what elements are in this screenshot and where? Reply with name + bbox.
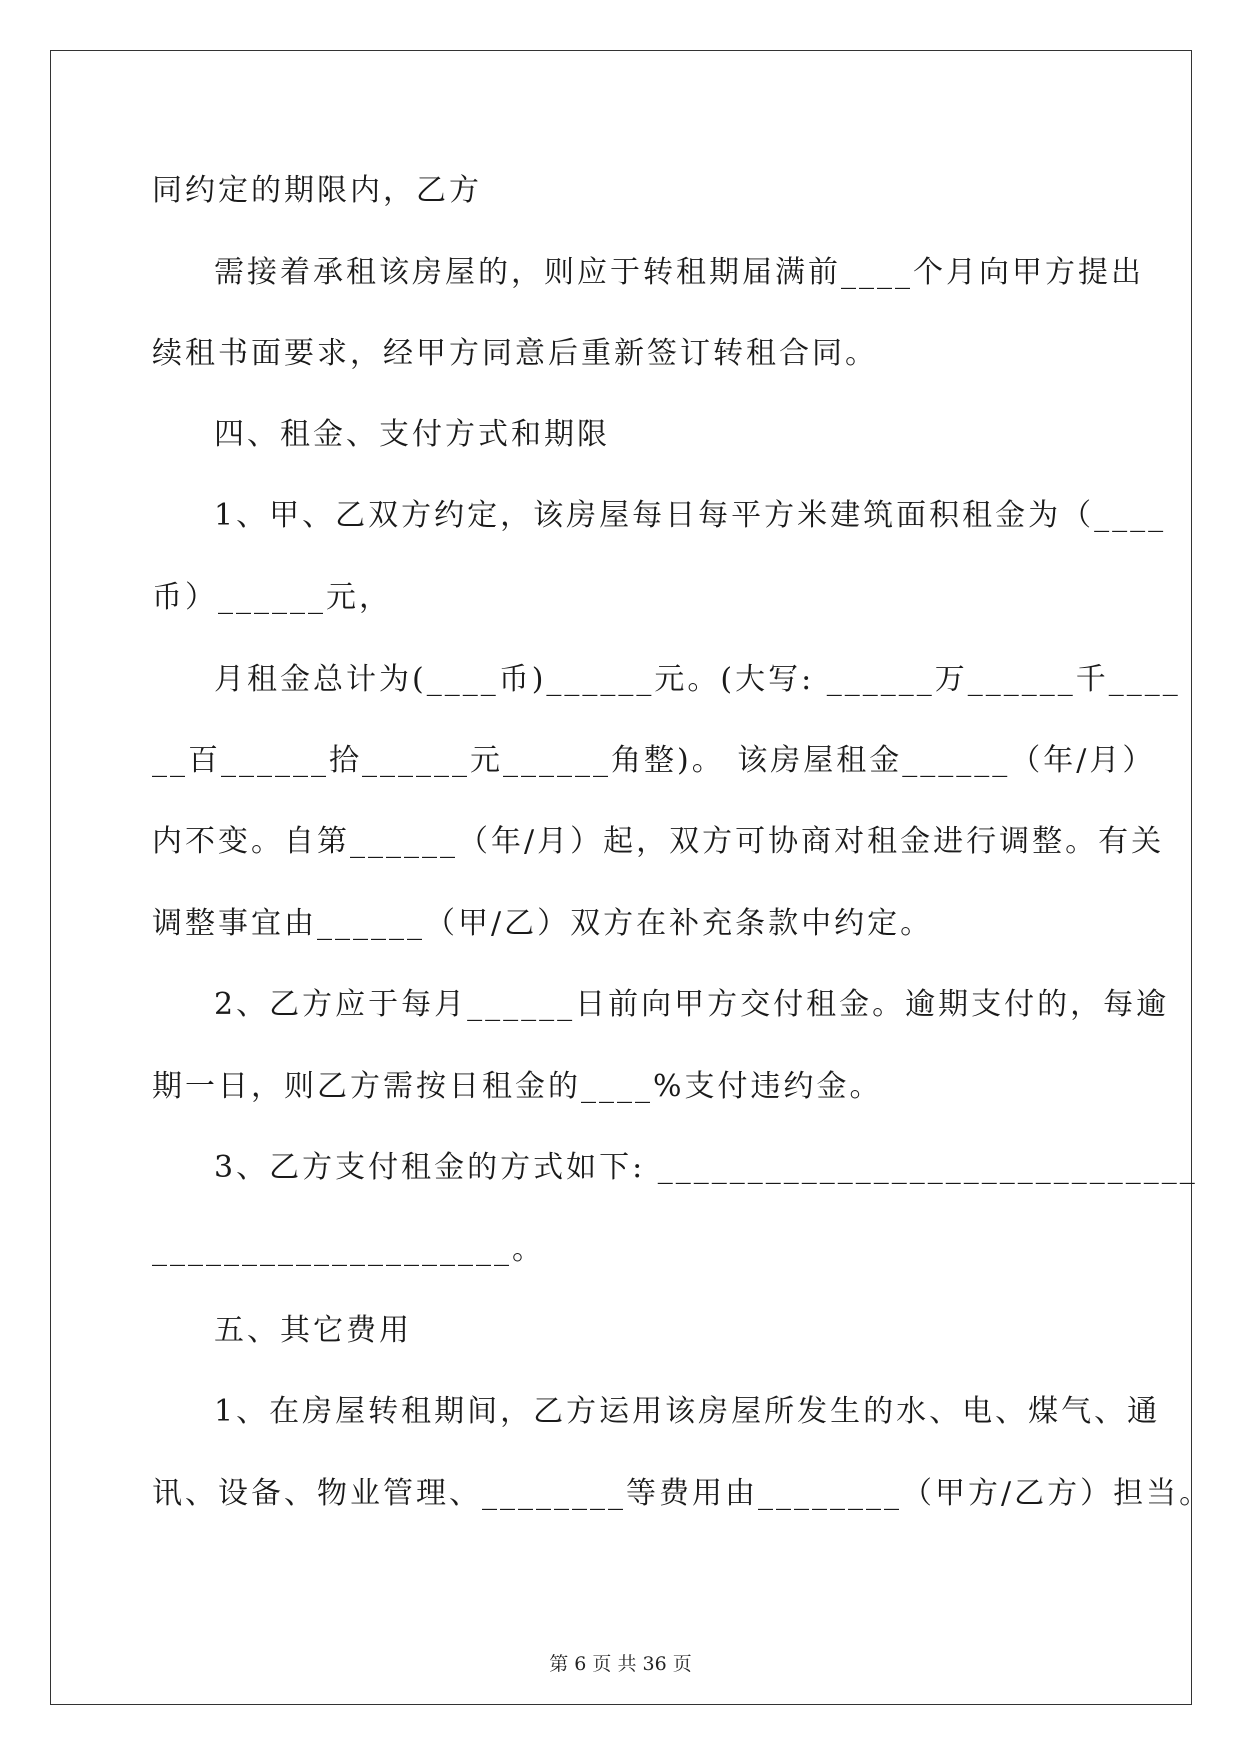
text-line: ____________________。 — [152, 1232, 545, 1267]
text-line: 需接着承租该房屋的，则应于转租期届满前____个月向甲方提出 — [214, 255, 1144, 290]
text-line: 调整事宜由______（甲/乙）双方在补充条款中约定。 — [152, 906, 934, 941]
text-line: 3、乙方支付租金的方式如下: ______________________________ — [214, 1150, 1198, 1185]
section-heading: 四、租金、支付方式和期限 — [214, 417, 610, 452]
text-line: 币）______元， — [152, 580, 392, 615]
text-line: 2、乙方应于每月______日前向甲方交付租金。逾期支付的，每逾 — [214, 987, 1170, 1022]
section-heading: 五、其它费用 — [214, 1313, 412, 1348]
text-line: 1、甲、乙双方约定，该房屋每日每平方米建筑面积租金为（____ — [214, 498, 1167, 533]
text-line: 内不变。自第______（年/月）起，双方可协商对租金进行调整。有关 — [152, 824, 1165, 859]
text-line: __百______拾______元______角整)。 该房屋租金______（年/月） — [152, 743, 1156, 778]
page-number: 第 6 页 共 36 页 — [549, 1653, 692, 1675]
text-line: 同约定的期限内，乙方 — [152, 173, 482, 208]
page-border — [50, 50, 1192, 1705]
text-line: 1、在房屋转租期间，乙方运用该房屋所发生的水、电、煤气、通 — [214, 1394, 1161, 1429]
text-line: 期一日，则乙方需按日租金的____%支付违约金。 — [152, 1069, 883, 1104]
text-line: 讯、设备、物业管理、________等费用由________（甲方/乙方）担当。 — [152, 1476, 1213, 1511]
text-line: 续租书面要求，经甲方同意后重新签订转租合同。 — [152, 336, 878, 371]
text-line: 月租金总计为(____币)______元。(大写: ______万______千____ — [214, 662, 1181, 697]
